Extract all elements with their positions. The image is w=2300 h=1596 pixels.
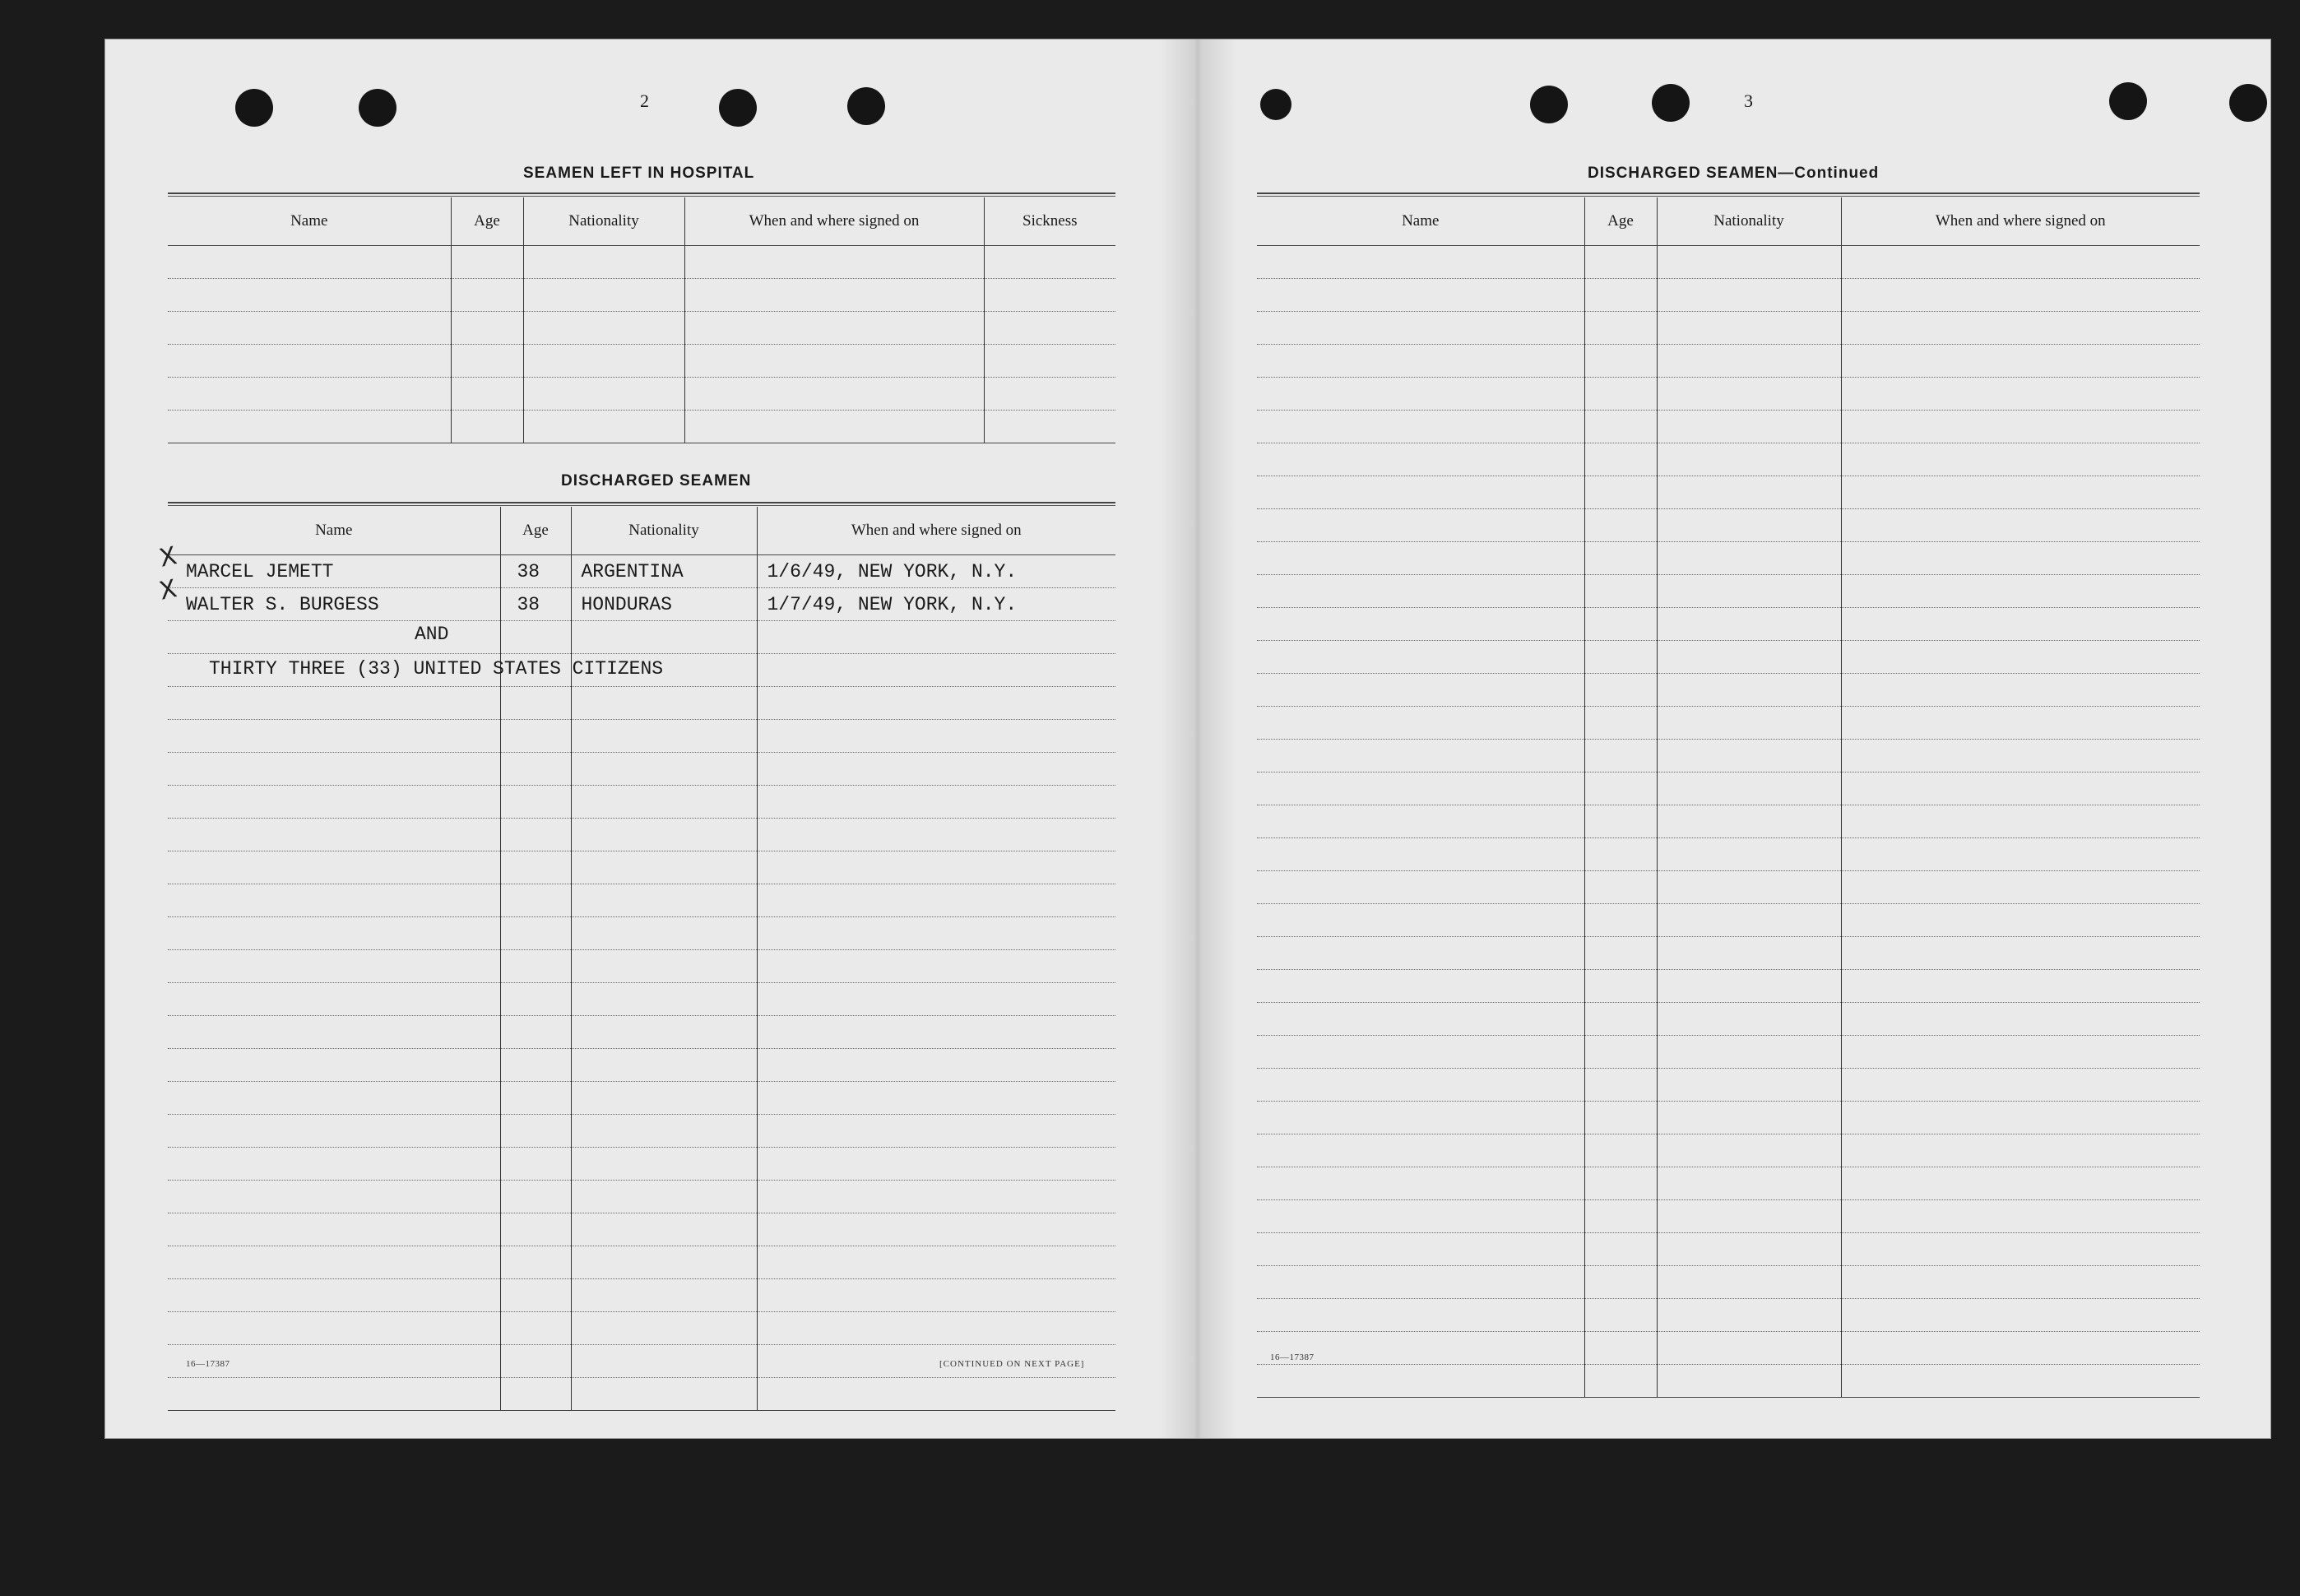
right-page [1257,39,2208,1438]
document-scan [105,39,2270,1438]
punch-hole [235,89,273,127]
punch-hole [719,89,757,127]
col-header-nationality: Nationality [1657,197,1841,246]
table-row [1257,1069,2200,1102]
table-row [168,621,1115,654]
table-row [168,1378,1115,1411]
table-row [1257,937,2200,970]
table-row [1257,411,2200,443]
form-code: 16—17387 [186,1359,230,1369]
seaman-age: 38 [500,588,571,621]
col-header-name: Name [168,197,451,246]
hospital-section-title: SEAMEN LEFT IN HOSPITAL [523,165,755,182]
col-header-signed-on: When and where signed on [757,507,1115,555]
punch-hole [2229,84,2267,122]
table-row [1257,1233,2200,1266]
col-header-signed-on: When and where signed on [1841,197,2200,246]
table-row [1257,1036,2200,1069]
col-header-age: Age [451,197,523,246]
discharged-continued-table [1257,197,2200,1398]
table-row [168,345,1115,378]
seaman-nationality: HONDURAS [571,588,757,621]
table-row [168,279,1115,312]
col-header-age: Age [500,507,571,555]
table-row [1257,970,2200,1003]
table-row [1257,279,2200,312]
table-row [168,786,1115,819]
table-row [1257,575,2200,608]
table-row [1257,378,2200,411]
table-row [168,555,1115,588]
table-row [1257,542,2200,575]
table-row [168,950,1115,983]
table-row [1257,476,2200,509]
table-row [1257,838,2200,871]
check-mark: X [156,574,179,606]
table-row [1257,740,2200,772]
table-row [168,312,1115,345]
punch-hole [2109,82,2147,120]
table-row [168,378,1115,411]
table-row [168,884,1115,917]
hospital-top-rule [168,193,1115,197]
continued-top-rule [1257,193,2200,197]
punch-hole [1652,84,1690,122]
table-row [1257,1365,2200,1398]
table-row [1257,1200,2200,1233]
continuation-and: AND [415,624,449,645]
seaman-name: MARCEL JEMETT [168,555,500,588]
table-row [168,411,1115,443]
table-row [1257,904,2200,937]
table-row [168,1049,1115,1082]
table-row [168,917,1115,950]
table-row [168,1246,1115,1279]
col-header-age: Age [1584,197,1657,246]
punch-hole [1260,89,1291,120]
table-row [1257,608,2200,641]
table-row [168,588,1115,621]
table-row [168,1016,1115,1049]
table-row [168,1279,1115,1312]
table-row [168,246,1115,279]
seaman-name: WALTER S. BURGESS [168,588,500,621]
table-row [168,687,1115,720]
table-row [168,1213,1115,1246]
table-row [1257,1134,2200,1167]
discharged-table [168,507,1115,1411]
col-header-sickness: Sickness [984,197,1115,246]
page-number: 2 [640,90,649,111]
table-row [168,1148,1115,1181]
table-row [1257,345,2200,378]
table-row [168,851,1115,884]
table-row [1257,1299,2200,1332]
table-row [1257,772,2200,805]
table-row [1257,871,2200,904]
table-row [168,1115,1115,1148]
col-header-nationality: Nationality [571,507,757,555]
table-row [1257,246,2200,279]
col-header-nationality: Nationality [523,197,684,246]
table-row [168,983,1115,1016]
table-row [1257,1167,2200,1200]
table-row [1257,1332,2200,1365]
left-page [156,39,1132,1438]
table-row [1257,312,2200,345]
hospital-table [168,197,1115,443]
continuation-note: THIRTY THREE (33) UNITED STATES CITIZENS [209,658,664,680]
table-row [1257,1102,2200,1134]
discharged-continued-title: DISCHARGED SEAMEN—Continued [1588,165,1880,182]
seaman-signed-on: 1/6/49, NEW YORK, N.Y. [757,555,1115,588]
table-row [168,1181,1115,1213]
table-row [168,1082,1115,1115]
discharged-section-title: DISCHARGED SEAMEN [561,472,752,489]
table-row [1257,805,2200,838]
punch-hole [359,89,396,127]
col-header-name: Name [168,507,500,555]
form-code: 16—17387 [1270,1352,1315,1362]
page-number: 3 [1744,90,1753,111]
continued-note: [CONTINUED ON NEXT PAGE] [939,1359,1085,1369]
table-row [1257,509,2200,542]
seaman-nationality: ARGENTINA [571,555,757,588]
seaman-age: 38 [500,555,571,588]
page-fold [1158,39,1237,1438]
discharged-top-rule [168,502,1115,506]
punch-hole [847,87,885,125]
table-row [168,753,1115,786]
table-row [168,1312,1115,1345]
table-row [1257,674,2200,707]
table-row [168,819,1115,851]
punch-hole [1530,86,1568,123]
table-row [168,720,1115,753]
col-header-signed-on: When and where signed on [684,197,984,246]
col-header-name: Name [1257,197,1584,246]
table-row [1257,641,2200,674]
table-row [1257,707,2200,740]
seaman-signed-on: 1/7/49, NEW YORK, N.Y. [757,588,1115,621]
check-mark: X [156,541,179,573]
table-row [1257,443,2200,476]
table-row [1257,1266,2200,1299]
table-row [1257,1003,2200,1036]
